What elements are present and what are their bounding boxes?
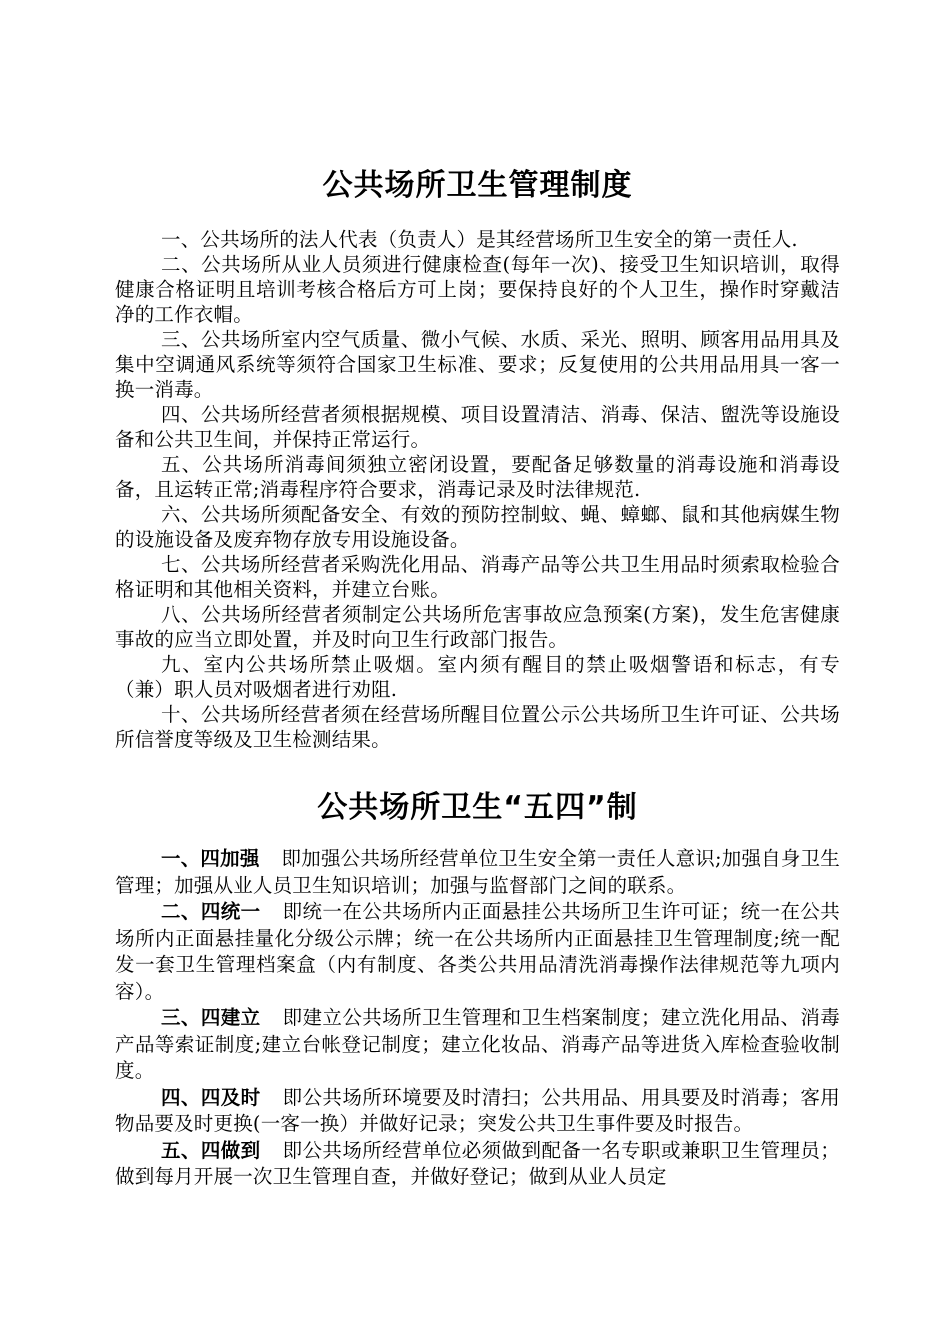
item-text: 即公共场所环境要及时清扫；公共用品、用具要及时消毒；客用物品要及时更换(一客一换）并做好记录；突发公共卫生事件要及时报告。 — [115, 1085, 840, 1135]
five-four-item-5 — [115, 1138, 840, 1191]
document-title-hygiene-rules: 公共场所卫生管理制度 — [322, 168, 633, 203]
hygiene-rules-section — [115, 227, 840, 752]
item-term: 三、四建立 — [161, 1006, 261, 1029]
item-text: 即加强公共场所经营单位卫生安全第一责任人意识;加强自身卫生管理；加强从业人员卫生知识培训；加强与监督部门之间的联系。 — [115, 847, 840, 897]
rule-paragraph-10: 十、公共场所经营者须在经营场所醒目位置公示公共场所卫生许可证、公共场所信誉度等级及卫生检测结果。 — [115, 703, 840, 751]
item-term: 二、四统一 — [161, 900, 261, 923]
rule-paragraph-5: 五、公共场所消毒间须独立密闭设置，要配备足够数量的消毒设施和消毒设备，且运转正常;消毒程序符合要求，消毒记录及时法律规范. — [115, 453, 840, 501]
rule-paragraph-7: 七、公共场所经营者采购洗化用品、消毒产品等公共卫生用品时须索取检验合格证明和其他相关资料，并建立台账。 — [115, 553, 840, 601]
rule-paragraph-6: 六、公共场所须配备安全、有效的预防控制蚊、蝇、蟑螂、鼠和其他病媒生物的设施设备及废弃物存放专用设施设备。 — [115, 503, 840, 551]
item-text: 即统一在公共场所内正面悬挂公共场所卫生许可证；统一在公共场所内正面悬挂量化分级公示牌；统一在公共场所内正面悬挂卫生管理制度;统一配发一套卫生管理档案盒（内有制度、各类公共用品清洗消毒操作法律规范等九项内容）。 — [115, 900, 840, 1003]
rule-paragraph-4: 四、公共场所经营者须根据规模、项目设置清洁、消毒、保洁、盥洗等设施设备和公共卫生间，并保持正常运行。 — [115, 403, 840, 451]
rule-paragraph-9: 九、室内公共场所禁止吸烟。室内须有醒目的禁止吸烟警语和标志，有专（兼）职人员对吸烟者进行劝阻. — [115, 653, 840, 701]
item-text: 即公共场所经营单位必须做到配备一名专职或兼职卫生管理员；做到每月开展一次卫生管理自查，并做好登记；做到从业人员定 — [115, 1138, 840, 1188]
item-term: 四、四及时 — [161, 1085, 261, 1109]
rule-paragraph-3: 三、公共场所室内空气质量、微小气候、水质、采光、照明、顾客用品用具及集中空调通风系统等须符合国家卫生标准、要求；反复使用的公共用品用具一客一换一消毒。 — [115, 328, 840, 401]
rule-paragraph-2: 二、公共场所从业人员须进行健康检查(每年一次)、接受卫生知识培训，取得健康合格证明且培训考核合格后方可上岗；要保持良好的个人卫生，操作时穿戴洁净的工作衣帽。 — [115, 253, 840, 326]
five-four-section — [115, 846, 840, 1191]
item-term: 一、四加强 — [161, 847, 260, 870]
item-text: 即建立公共场所卫生管理和卫生档案制度；建立洗化用品、消毒产品等索证制度;建立台帐登记制度；建立化妆品、消毒产品等进货入库检查验收制度。 — [115, 1006, 840, 1082]
document-title-five-four-system: 公共场所卫生“五四”制 — [317, 790, 638, 825]
rule-paragraph-1: 一、公共场所的法人代表（负责人）是其经营场所卫生安全的第一责任人. — [161, 228, 798, 251]
five-four-item-1 — [115, 846, 840, 899]
rule-paragraph-8: 八、公共场所经营者须制定公共场所危害事故应急预案(方案)，发生危害健康事故的应当立即处置，并及时向卫生行政部门报告。 — [115, 603, 840, 651]
five-four-item-3 — [115, 1005, 840, 1085]
five-four-item-4 — [115, 1085, 840, 1138]
item-term: 五、四做到 — [161, 1138, 261, 1162]
five-four-item-2 — [115, 899, 840, 1005]
